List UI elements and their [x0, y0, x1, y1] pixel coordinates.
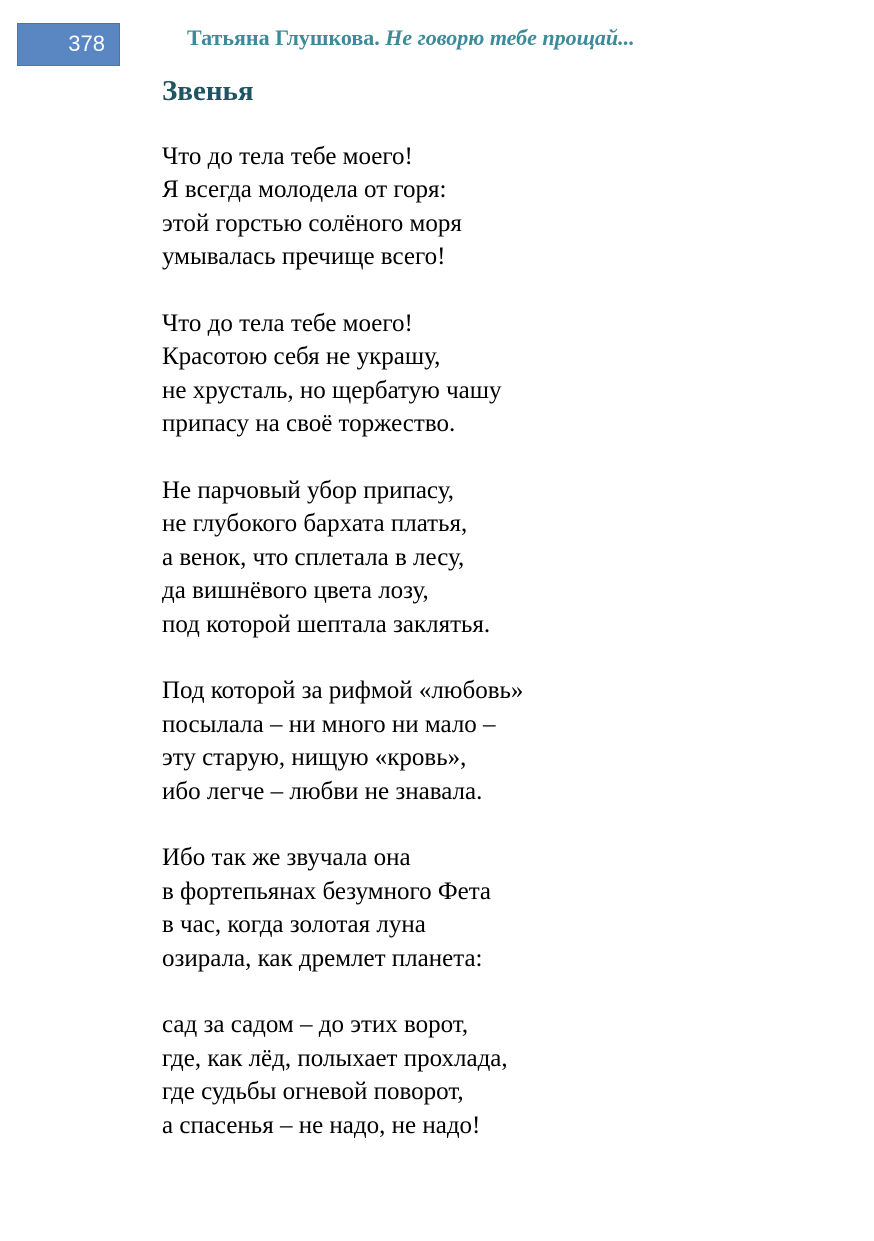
page-number-box: [17, 23, 120, 66]
poem-line: озирала, как дремлет планета:: [162, 944, 483, 972]
poem-line: где судьбы огневой поворот,: [162, 1078, 464, 1106]
poem-title: Звенья: [162, 75, 254, 107]
poem-line: припасу на своё торжество.: [162, 410, 456, 438]
poem-line: не хрусталь, но щербатую чашу: [162, 376, 502, 404]
stanza: [162, 307, 842, 441]
poem-line: ибо легче – любви не знавала.: [162, 777, 483, 805]
poem-line: а спасенья – не надо, не надо!: [162, 1111, 481, 1139]
poem-line: Ибо так же звучала она: [162, 844, 411, 872]
poem-line: Не парчовый убор припасу,: [162, 477, 454, 505]
poem-line: где, как лёд, полыхает прохлада,: [162, 1044, 508, 1072]
poem-line: умывалась пречище всего!: [162, 243, 446, 271]
stanza: [162, 474, 842, 641]
poem-line: Что до тела тебе моего!: [162, 143, 413, 170]
poem-line: Красотою себя не украшу,: [162, 343, 441, 371]
header-book-title: Не говорю тебе прощай...: [385, 25, 635, 50]
poem-line: а венок, что сплетала в лесу,: [162, 543, 465, 571]
header-author: Татьяна Глушкова.: [187, 25, 380, 50]
poem-line: Что до тела тебе моего!: [162, 310, 413, 338]
poem-line: в час, когда золотая луна: [162, 911, 426, 939]
page-number: 378: [68, 31, 105, 56]
poem-line: эту старую, нищую «кровь»,: [162, 744, 467, 772]
poem-line: посылала – ни много ни мало –: [162, 710, 496, 738]
poem-line: Под которой за рифмой «любовь»: [162, 677, 524, 705]
stanza: [162, 140, 842, 274]
poem-line: этой горстью солёного моря: [162, 209, 462, 237]
poem-line: сад за садом – до этих ворот,: [162, 1011, 469, 1039]
poem-line: да вишнёвого цвета лозу,: [162, 577, 429, 605]
stanza: [162, 841, 842, 975]
running-header: [187, 26, 635, 50]
poem-line: не глубокого бархата платья,: [162, 510, 468, 538]
poem-line: под которой шептала заклятья.: [162, 610, 491, 638]
poem-line: Я всегда молодела от горя:: [162, 176, 447, 204]
stanza: [162, 674, 842, 808]
poem-line: в фортепьянах безумного Фета: [162, 877, 492, 905]
poem-body: [162, 140, 842, 1176]
stanza: [162, 1008, 842, 1142]
